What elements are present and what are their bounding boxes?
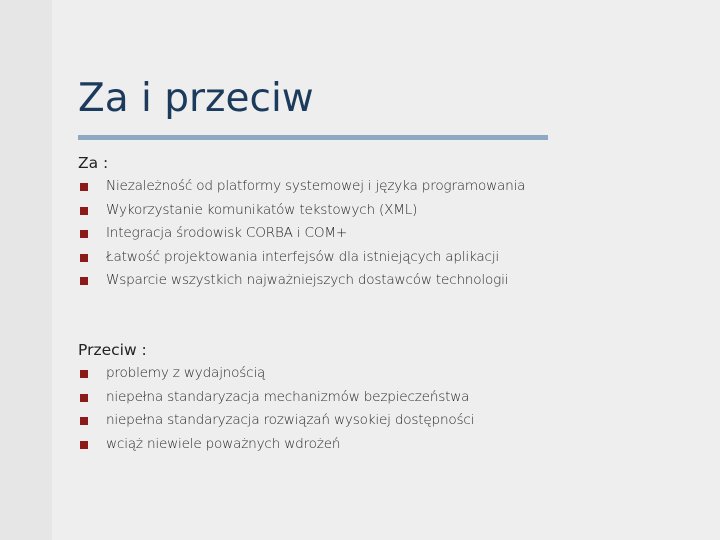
cons-item-text: niepełna standaryzacja rozwiązań wysokiej dostępności — [106, 412, 475, 428]
pros-item — [78, 246, 678, 270]
cons-list — [78, 362, 678, 456]
pros-item — [78, 222, 678, 246]
square-bullet-icon — [80, 417, 88, 425]
square-bullet-icon — [80, 277, 88, 285]
cons-item — [78, 409, 678, 433]
square-bullet-icon — [80, 230, 88, 238]
pros-item-text: Integracja środowisk CORBA i COM+ — [106, 225, 348, 241]
cons-item-text: problemy z wydajnością — [106, 365, 266, 381]
pros-item-text: Wykorzystanie komunikatów tekstowych (XML) — [106, 201, 418, 218]
pros-item — [78, 269, 678, 293]
cons-item — [78, 433, 678, 457]
left-band — [0, 0, 52, 540]
square-bullet-icon — [80, 207, 88, 215]
square-bullet-icon — [80, 441, 88, 449]
pros-list — [78, 175, 678, 293]
square-bullet-icon — [80, 394, 88, 402]
slide-title: Za i przeciw — [78, 76, 314, 121]
square-bullet-icon — [80, 254, 88, 262]
pros-section — [78, 153, 678, 293]
square-bullet-icon — [80, 183, 88, 191]
pros-heading: Za : — [78, 154, 109, 172]
pros-item — [78, 199, 678, 223]
cons-item-text: niepełna standaryzacja mechanizmów bezpieczeństwa — [106, 388, 470, 405]
cons-item — [78, 362, 678, 386]
cons-heading: Przeciw : — [78, 341, 147, 359]
pros-item-text: Niezależność od platformy systemowej i języka programowania — [106, 178, 526, 194]
pros-item-text: Łatwość projektowania interfejsów dla istniejących aplikacji — [106, 248, 499, 265]
cons-section — [78, 340, 678, 456]
title-underline — [78, 135, 548, 140]
cons-item — [78, 386, 678, 410]
pros-item — [78, 175, 678, 199]
square-bullet-icon — [80, 370, 88, 378]
pros-item-text: Wsparcie wszystkich najważniejszych dostawców technologii — [106, 272, 509, 288]
cons-item-text: wciąż niewiele poważnych wdrożeń — [106, 435, 341, 452]
